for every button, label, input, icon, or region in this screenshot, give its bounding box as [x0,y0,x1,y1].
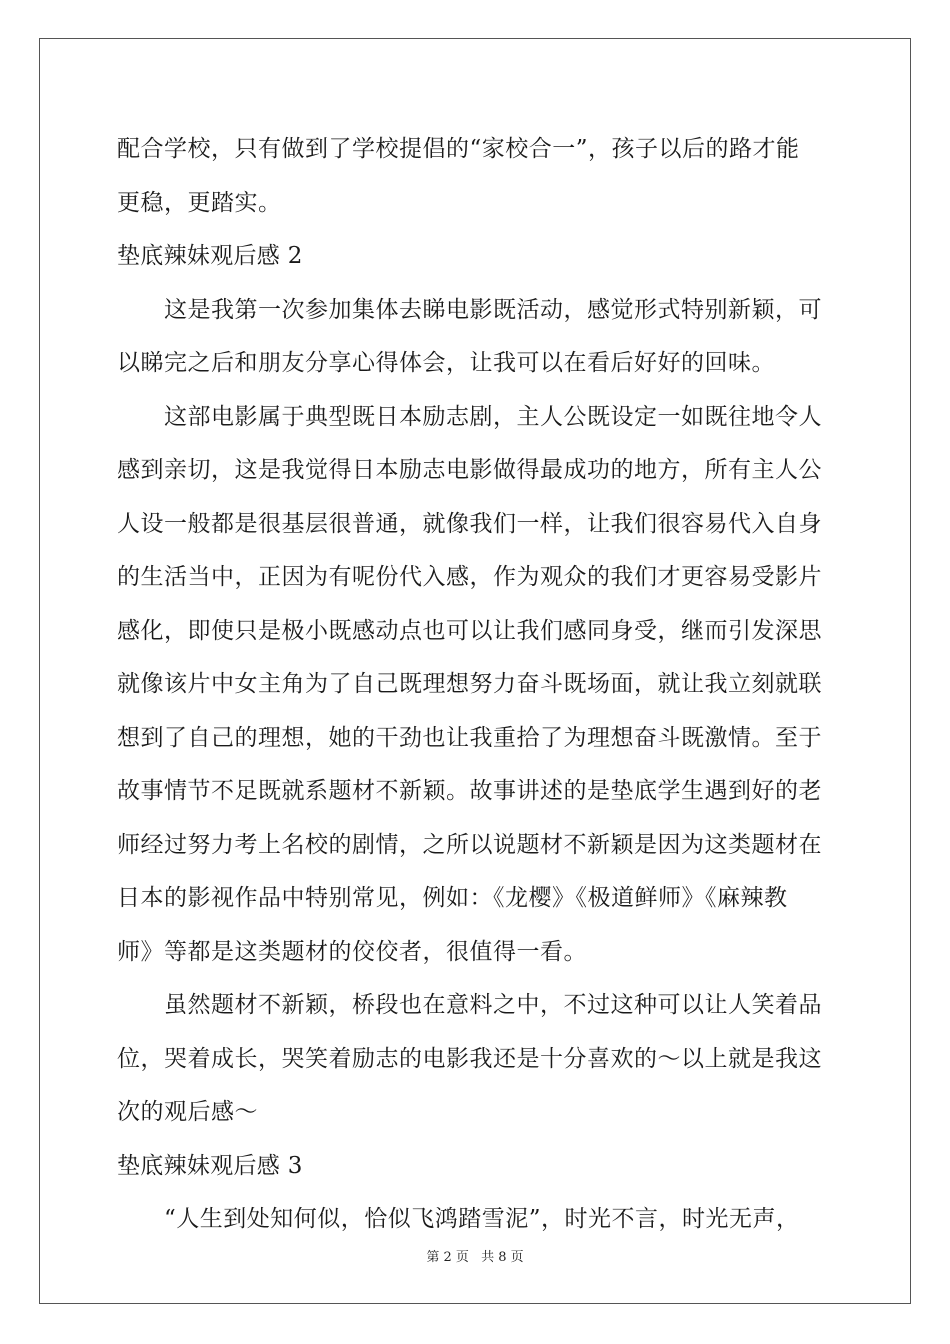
page-total: 共 8 页 [481,1250,524,1265]
paragraph-line: 师》等都是这类题材的佼佼者，很值得一看。 [117,939,587,965]
paragraph-line: 想到了自己的理想，她的干劲也让我重拾了为理想奋斗既激情。至于 [117,725,822,751]
section-heading: 垫底辣妹观后感 3 [117,1153,303,1179]
paragraph-line: 这是我第一次参加集体去睇电影既活动，感觉形式特别新颖，可 [117,297,822,323]
paragraph-line: 感化，即使只是极小既感动点也可以让我们感同身受，继而引发深思 [117,618,822,644]
paragraph-line: 以睇完之后和朋友分享心得体会，让我可以在看后好好的回味。 [117,350,775,376]
paragraph-line: 配合学校，只有做到了学校提倡的“家校合一”，孩子以后的路才能 [117,136,800,162]
paragraph-line: 的生活当中，正因为有呢份代入感，作为观众的我们才更容易受影片 [117,564,822,590]
page-number: 第 2 页 [426,1250,469,1265]
paragraph-line: “人生到处知何似，恰似飞鸿踏雪泥”，时光不言，时光无声， [117,1206,800,1232]
paragraph-line: 位，哭着成长，哭笑着励志的电影我还是十分喜欢的～以上就是我这 [117,1046,822,1072]
paragraph-line: 故事情节不足既就系题材不新颖。故事讲述的是垫底学生遇到好的老 [117,778,822,804]
paragraph-line: 师经过努力考上名校的剧情，之所以说题材不新颖是因为这类题材在 [117,832,822,858]
paragraph-line: 这部电影属于典型既日本励志剧，主人公既设定一如既往地令人 [117,404,822,430]
paragraph-line: 感到亲切，这是我觉得日本励志电影做得最成功的地方，所有主人公 [117,457,822,483]
paragraph-line: 更稳，更踏实。 [117,190,282,216]
section-heading: 垫底辣妹观后感 2 [117,243,303,269]
paragraph-line: 日本的影视作品中特别常见，例如：《龙樱》《极道鲜师》《麻辣教 [117,885,788,911]
paragraph-line: 虽然题材不新颖，桥段也在意料之中，不过这种可以让人笑着品 [117,992,822,1018]
paragraph-line: 人设一般都是很基层很普通，就像我们一样，让我们很容易代入自身 [117,511,822,537]
paragraph-line: 次的观后感～ [117,1099,258,1125]
paragraph-line: 就像该片中女主角为了自己既理想努力奋斗既场面，就让我立刻就联 [117,671,822,697]
page-footer [0,1246,950,1265]
